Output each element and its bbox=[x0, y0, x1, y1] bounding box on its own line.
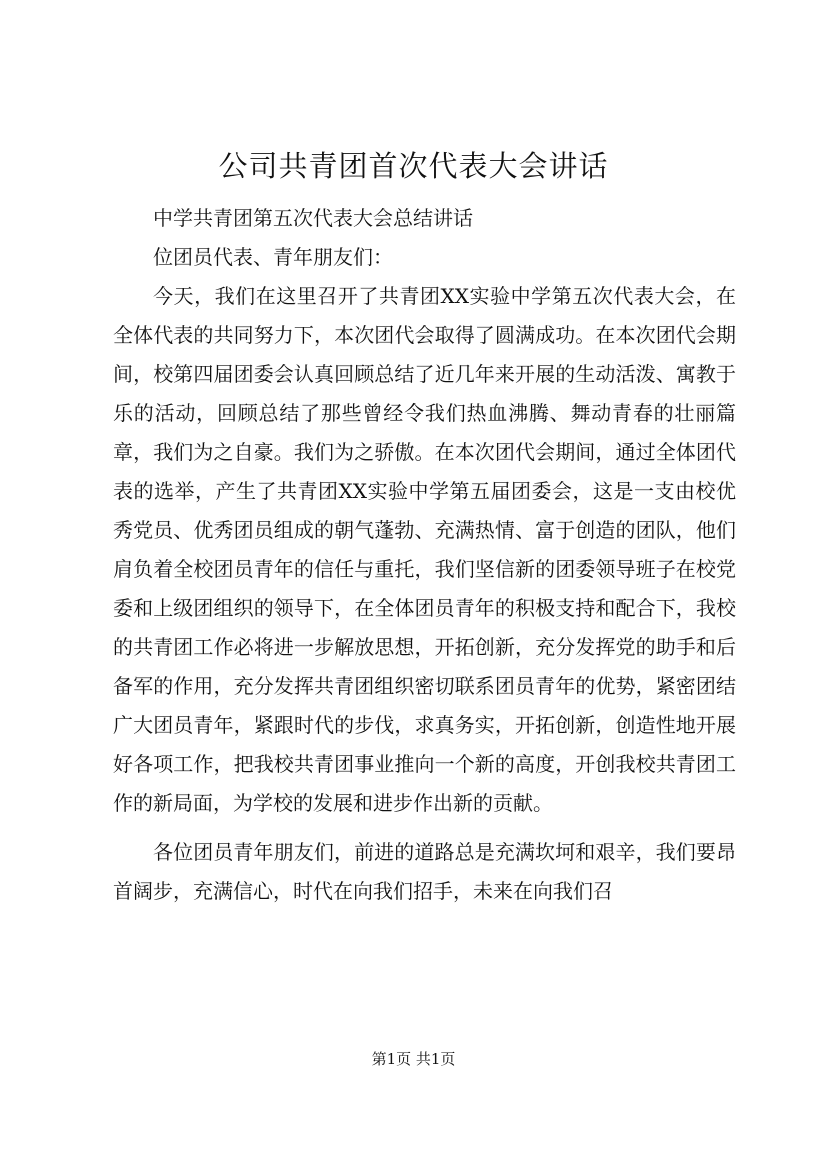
page-footer: 第1页 共1页 bbox=[371, 1050, 456, 1068]
body-paragraph-1: 今天，我们在这里召开了共青团XX实验中学第五次代表大会，在全体代表的共同努力下，本次团代会取得了圆满成功。在本次团代会期间，校第四届团委会认真回顾总结了近几年来开展的生动活泼、寓教于乐的活动，回顾总结了那些曾经令我们热血沸腾、舞动青春的壮丽篇章，我们为之自豪。我们为之骄傲。在本次团代会期间，通过全体团代表的选举，产生了共青团XX实验中学第五届团委会，这是一支由校优秀党员、优秀团员组成的朝气蓬勃、充满热情、富于创造的团队，他们肩负着全校团员青年的信任与重托，我们坚信新的团委领导班子在校党委和上级团组织的领导下，在全体团员青年的积极支持和配合下，我校的共青团工作必将进一步解放思想，开拓创新，充分发挥党的助手和后备军的作用，充分发挥共青团组织密切联系团员青年的优势，紧密团结广大团员青年，紧跟时代的步伐，求真务实，开拓创新，创造性地开展好各项工作，把我校共青团事业推向一个新的高度，开创我校共青团工作的新局面，为学校的发展和进步作出新的贡献。 bbox=[113, 284, 736, 815]
subtitle-paragraph: 中学共青团第五次代表大会总结讲话 bbox=[153, 206, 473, 230]
document-body bbox=[113, 199, 736, 911]
document-title: 公司共青团首次代表大会讲话 bbox=[218, 149, 609, 183]
salutation-paragraph: 位团员代表、青年朋友们： bbox=[153, 245, 393, 269]
body-paragraph-2: 各位团员青年朋友们，前进的道路总是充满坎坷和艰辛，我们要昂首阔步，充满信心，时代在向我们招手，未来在向我们召 bbox=[113, 840, 736, 903]
